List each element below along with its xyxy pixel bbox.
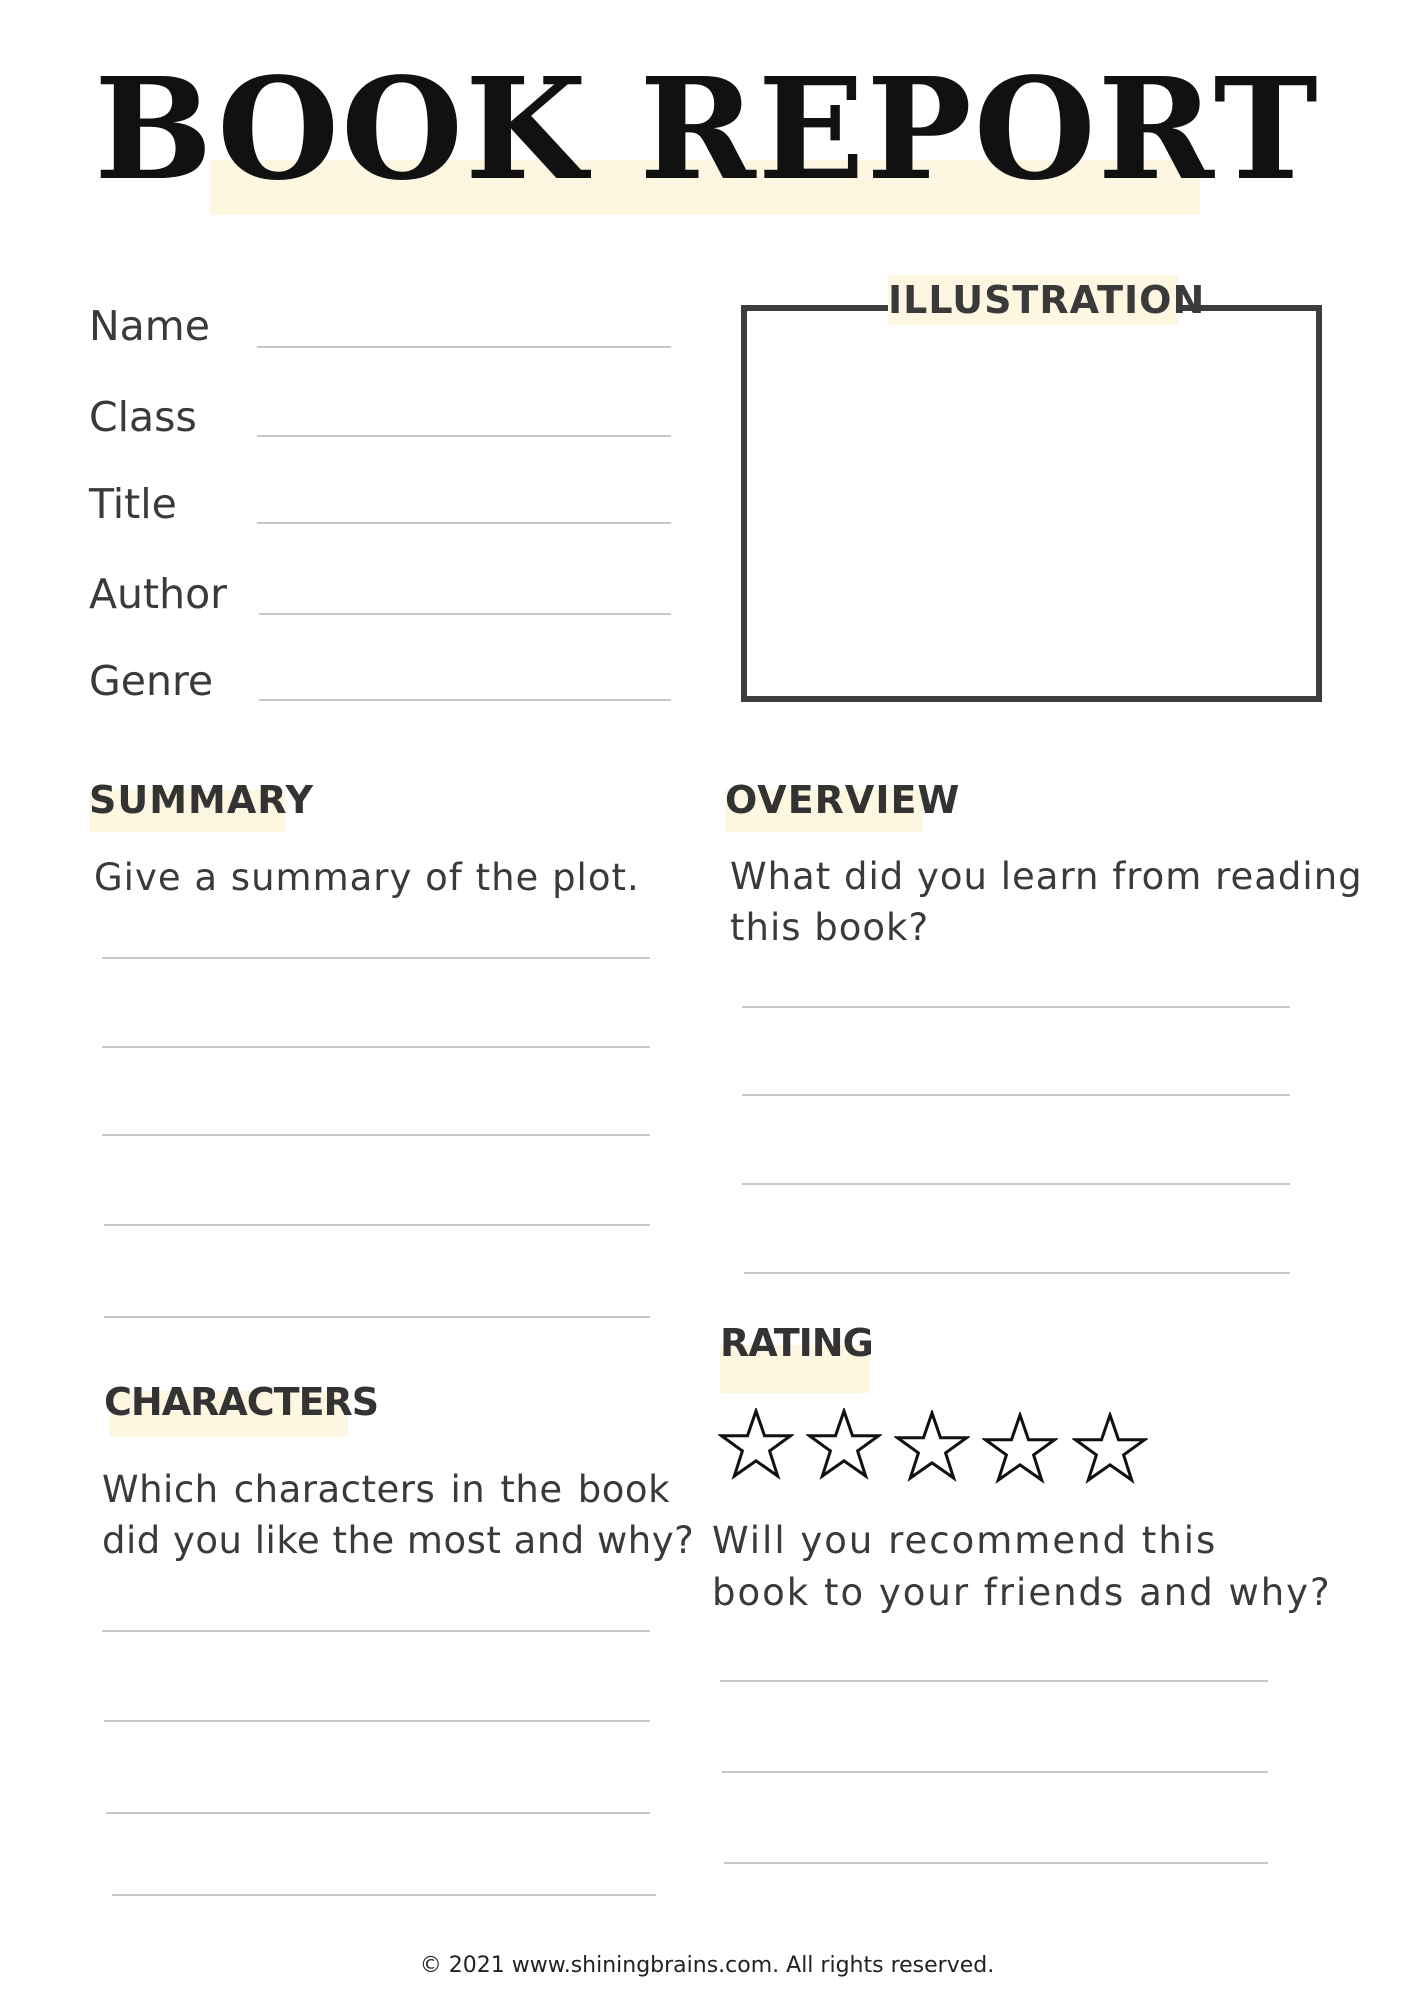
star-icon[interactable]: [894, 1410, 970, 1486]
characters-prompt-line1: Which characters in the book: [102, 1468, 670, 1511]
star-icon[interactable]: [1072, 1412, 1148, 1488]
characters-line[interactable]: [112, 1894, 656, 1896]
genre-label: Genre: [89, 657, 214, 705]
class-line[interactable]: [257, 435, 671, 437]
overview-prompt-line1: What did you learn from reading: [730, 855, 1363, 898]
footer-copyright: © 2021 www.shiningbrains.com. All rights reserved.: [419, 1953, 995, 1978]
rating-heading: RATING: [720, 1321, 873, 1365]
summary-line[interactable]: [104, 1316, 650, 1318]
name-label: Name: [89, 302, 210, 350]
overview-line[interactable]: [742, 1094, 1290, 1096]
characters-line[interactable]: [106, 1812, 650, 1814]
overview-line[interactable]: [742, 1183, 1290, 1185]
rating-line[interactable]: [722, 1771, 1268, 1773]
overview-prompt-line2: this book?: [730, 906, 930, 949]
illustration-box[interactable]: [741, 305, 1322, 702]
summary-prompt: Give a summary of the plot.: [94, 856, 640, 899]
page-title: BOOK REPORT: [94, 48, 1320, 212]
summary-line[interactable]: [102, 1134, 650, 1136]
overview-heading: OVERVIEW: [725, 778, 961, 822]
summary-heading: SUMMARY: [89, 778, 314, 822]
characters-line[interactable]: [102, 1630, 650, 1632]
title-label: Title: [89, 480, 177, 528]
star-icon[interactable]: [718, 1408, 794, 1484]
author-label: Author: [89, 570, 228, 618]
characters-prompt-line2: did you like the most and why?: [102, 1519, 695, 1562]
genre-line[interactable]: [259, 699, 671, 701]
class-label: Class: [89, 393, 197, 441]
star-icon[interactable]: [982, 1412, 1058, 1488]
overview-line[interactable]: [744, 1272, 1290, 1274]
illustration-label: ILLUSTRATION: [888, 278, 1206, 322]
summary-line[interactable]: [104, 1224, 650, 1226]
rating-prompt-line1: Will you recommend this: [712, 1519, 1218, 1562]
characters-line[interactable]: [104, 1720, 650, 1722]
author-line[interactable]: [259, 613, 671, 615]
rating-line[interactable]: [724, 1862, 1268, 1864]
star-icon[interactable]: [806, 1408, 882, 1484]
summary-line[interactable]: [102, 957, 650, 959]
summary-line[interactable]: [102, 1046, 650, 1048]
name-line[interactable]: [257, 346, 671, 348]
rating-line[interactable]: [720, 1680, 1268, 1682]
overview-line[interactable]: [742, 1006, 1290, 1008]
title-line[interactable]: [257, 522, 671, 524]
characters-heading: CHARACTERS: [104, 1380, 379, 1424]
rating-prompt-line2: book to your friends and why?: [712, 1571, 1332, 1614]
